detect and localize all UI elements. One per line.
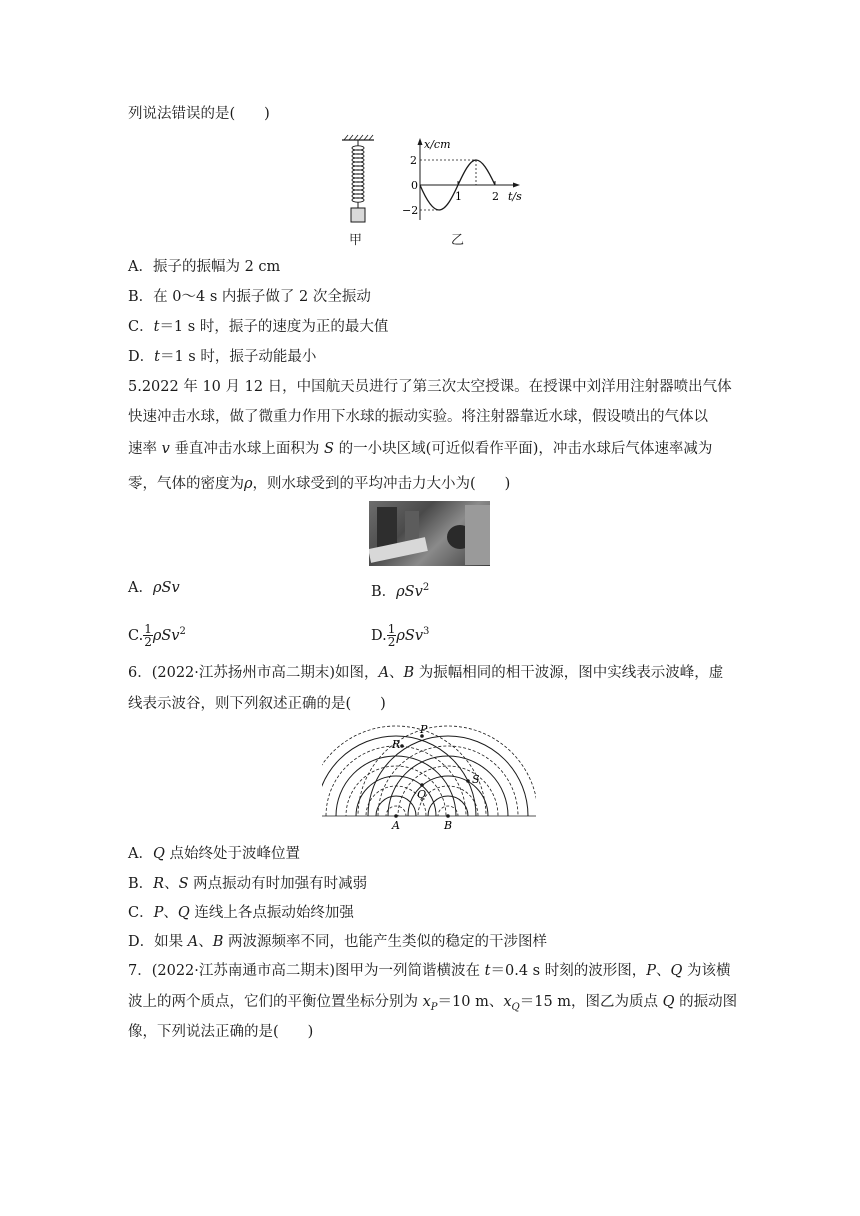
q6-option-c: C．P、Q 连线上各点振动始终加强 <box>128 905 354 921</box>
q6-option-b: B．R、S 两点振动有时加强有时减弱 <box>128 876 368 892</box>
q4-option-a: A．振子的振幅为 2 cm <box>128 259 281 275</box>
q5-line-4: 零，气体的密度为ρ，则水球受到的平均冲击力大小为( ) <box>128 476 511 492</box>
q5-line-2: 快速冲击水球，做了微重力作用下水球的振动实验。将注射器靠近水球，假设喷出的气体以 <box>128 409 708 425</box>
q6-option-a: A．Q 点始终处于波峰位置 <box>128 846 300 862</box>
spring-oscillator-figure <box>336 134 380 228</box>
q7-line-1: 7．(2022·江苏南通市高二期末)图甲为一列简谐横波在 t＝0.4 s 时刻的波形图，P、Q 为该横 <box>128 963 731 979</box>
q6-line-1: 6．(2022·江苏扬州市高二期末)如图，A、B 为振幅相同的相干波源，图中实线表示波峰，虚 <box>128 665 724 681</box>
source-label-B: B <box>444 819 453 832</box>
q4-option-b: B．在 0～4 s 内振子做了 2 次全振动 <box>128 289 371 305</box>
point-label-P: P <box>420 723 428 736</box>
graph-x-axis-label: t/s <box>508 190 522 203</box>
q5-line-3: 速率 v 垂直冲击水球上面积为 S 的一小块区域(可近似看作平面)，冲击水球后气体速率减为 <box>128 441 713 457</box>
graph-y-tick-0: 0 <box>411 179 418 192</box>
interference-figure <box>322 722 536 834</box>
q7-line-2: 波上的两个质点，它们的平衡位置坐标分别为 $x_P=10$ m、$x_Q=15$ m，图乙为质点 Q 的振动图 <box>128 994 738 1013</box>
figure-label-yi: 乙 <box>451 233 465 248</box>
q4-option-c: C．t＝1 s 时，振子的速度为正的最大值 <box>128 319 389 335</box>
graph-y-axis-label: x/cm <box>424 138 451 151</box>
point-label-R: R <box>392 738 401 751</box>
figure-label-jia: 甲 <box>349 233 363 248</box>
space-lesson-photo <box>369 501 490 566</box>
q5-option-a: A．ρSv <box>128 580 180 596</box>
q4-stem: 列说法错误的是( ) <box>128 106 270 122</box>
q6-option-d: D．如果 A、B 两波源频率不同，也能产生类似的稳定的干涉图样 <box>128 934 547 950</box>
q7-line-3: 像，下列说法正确的是( ) <box>128 1024 314 1040</box>
q5-option-d: D. $\frac{1}{2}$ ρSv$^3$ <box>371 622 430 650</box>
q5-option-b: B．ρSv$^2$ <box>371 582 430 600</box>
graph-y-tick-2: 2 <box>410 154 417 167</box>
graph-x-tick-1: 1 <box>455 190 462 203</box>
q5-line-1: 5.2022 年 10 月 12 日，中国航天员进行了第三次太空授课。在授课中刘洋用注射器喷出气体 <box>128 379 732 395</box>
q6-line-2: 线表示波谷，则下列叙述正确的是( ) <box>128 696 386 712</box>
graph-x-tick-2: 2 <box>492 190 499 203</box>
graph-y-tick-neg2: −2 <box>402 204 419 217</box>
vibration-graph <box>398 134 538 226</box>
q4-option-d: D．t＝1 s 时，振子动能最小 <box>128 349 317 365</box>
q5-option-c: C. $\frac{1}{2}$ ρSv$^2$ <box>128 622 186 650</box>
source-label-A: A <box>392 819 400 832</box>
point-label-Q: Q <box>417 788 427 801</box>
point-label-S: S <box>472 773 480 786</box>
